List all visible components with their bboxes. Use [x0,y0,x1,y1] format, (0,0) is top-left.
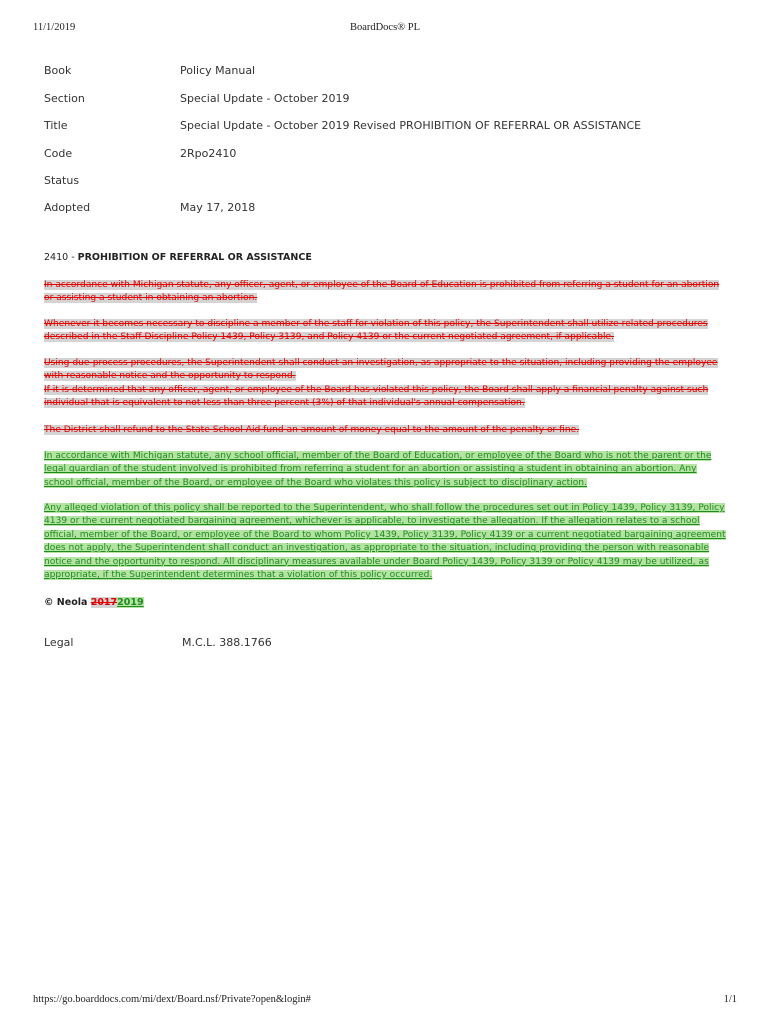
legal-value: M.C.L. 388.1766 [182,636,272,649]
meta-value: Special Update - October 2019 Revised PROHIBITION OF REFERRAL OR ASSISTANCE [180,119,642,132]
meta-label: Title [44,119,68,132]
deleted-text: In accordance with Michigan statute, any officer, agent, or employee of the Board of Education is prohibited from referring a student for an abortion or assisting a student in obtaining an abortion. [44,280,720,304]
print-url: https://go.boarddocs.com/mi/dext/Board.nsf/Private?open&login# [33,994,311,1005]
copyright-old-year: 2017 [90,597,118,608]
print-footer [33,994,737,1008]
inserted-text: Any alleged violation of this policy shall be reported to the Superintendent, who shall follow the procedures set out in Policy 1439, Policy 3139, Policy 4139 or the current negotiated bargaining agreement, whichever is applicable, to investigate the allegation. If the allegation relates to a school official, member of the Board, or employee of the Board to whom Policy 1439, Policy 3139, Policy 4139 or a current negotiated bargaining agreement does not apply, the Superintendent shall conduct an investigation, as appropriate to the situation, including providing the person with reasonable notice and the opportunity to respond. All disciplinary measures available under Board Policy 1439, Policy 3139 or Policy 4139 may be utilized, as appropriate, if the Superintendent determines that a violation of this policy occurred. [44,503,726,581]
deleted-text: Whenever it becomes necessary to discipline a member of the staff for violation of this policy, the Superintendent shall utilize related procedures described in the Staff Discipline Policy 1439, Policy 3139, and Policy 4139 or the current negotiated agreement, if applicable. [44,319,708,343]
inserted-text: In accordance with Michigan statute, any school official, member of the Board of Education, or employee of the Board who is not the parent or the legal guardian of the student involved is prohibited from referring a student for an abortion or assisting a student in obtaining an abortion. Any school official, member of the Board, or employee of the Board who violates this policy is subject to disciplinary action. [44,451,712,488]
meta-value: Special Update - October 2019 [180,92,350,105]
deleted-paragraph [44,424,728,437]
meta-value: May 17, 2018 [180,201,256,214]
meta-value: Policy Manual [180,64,256,77]
copyright-prefix: © Neola [44,597,91,608]
page-number: 1/1 [723,994,737,1005]
print-header [33,22,737,36]
legal-label: Legal [44,636,74,649]
policy-number: 2410 [44,252,69,263]
deleted-paragraph [44,279,728,306]
print-date: 11/1/2019 [33,22,76,33]
inserted-paragraph [44,450,728,490]
meta-value: 2Rpo2410 [180,147,237,160]
deleted-paragraph [44,357,728,411]
policy-separator: - [68,252,78,263]
meta-label: Book [44,64,72,77]
copyright-new-year: 2019 [117,597,144,608]
meta-label: Code [44,147,73,160]
meta-label: Adopted [44,201,91,214]
print-site-title: BoardDocs® PL [349,22,421,33]
deleted-paragraph [44,318,728,345]
copyright-line [44,597,144,608]
deleted-text: The District shall refund to the State School Aid fund an amount of money equal to the amount of the penalty or fine. [44,425,580,435]
inserted-paragraph [44,502,728,582]
deleted-text: If it is determined that any officer, agent, or employee of the Board has violated this policy, the Board shall apply a financial penalty against such individual that is equivalent to not less than three percent (3%) of that individual's annual compensation. [44,384,709,409]
policy-heading [44,252,312,263]
policy-title: PROHIBITION OF REFERRAL OR ASSISTANCE [77,252,312,263]
meta-label: Status [44,174,80,187]
deleted-text: Using due-process procedures, the Superintendent shall conduct an investigation, as appropriate to the situation, including providing the employee with reasonable notice and the opportunity to respond. [44,358,718,382]
meta-label: Section [44,92,85,105]
